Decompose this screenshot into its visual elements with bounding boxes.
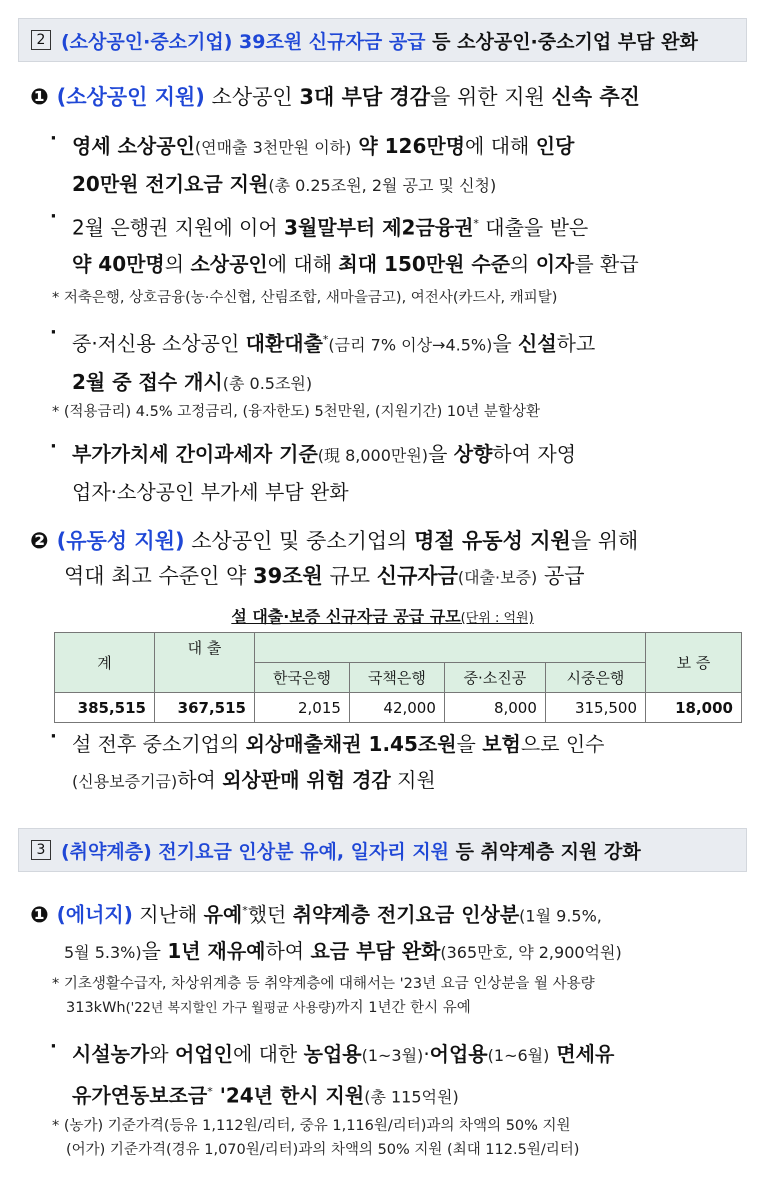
header-loan: 대 출: [155, 633, 255, 663]
bullet-dot: ·: [50, 128, 57, 149]
funding-table: [54, 632, 742, 723]
bullet-dot: ·: [50, 1036, 57, 1057]
bullet-3: · 중·저신용 소상공인 대환대출*(금리 7% 이상→4.5%)을 신설하고 2월 중 접수 개시(총 0.5조원): [50, 322, 596, 394]
bullet-dot: ·: [50, 436, 57, 457]
bullet-6: · 시설농가와 어업인에 대한 농업용(1~3월)·어업용(1~6월) 면세유 유가연동보조금* '24년 한시 지원(총 115억원): [50, 1036, 615, 1108]
footnote-4: * (농가) 기준가격(등유 1,112원/리터, 중유 1,116원/리터)과의 차액의 50% 지원 (어가) 기준가격(경유 1,070원/리터)과의 차액의 50% 지원 (최대 112.5원/리터): [52, 1118, 580, 1158]
header-bok: 한국은행: [255, 663, 350, 693]
table-row: 385,515 367,515 2,015 42,000 8,000 315,500 18,000: [55, 693, 742, 723]
bullet-4: · 부가가치세 간이과세자 기준(現 8,000만원)을 상향하여 자영 업자·소상공인 부가세 부담 완화: [50, 436, 577, 504]
item-tag: (유동성 지원): [56, 529, 185, 553]
bullet-1: · 영세 소상공인(연매출 3천만원 이하) 약 126만명에 대해 인당 20만원 전기요금 지원(총 0.25조원, 2월 공고 및 신청): [50, 128, 575, 196]
section-title: (소상공인·중소기업) 39조원 신규자금 공급 등 소상공인·중소기업 부담 완화: [61, 30, 698, 53]
item-heading-1: ❶ (소상공인 지원) 소상공인 3대 부담 경감을 위한 지원 신속 추진: [30, 85, 640, 110]
item-heading-2: ❷ (유동성 지원) 소상공인 및 중소기업의 명절 유동성 지원을 위해 역대 최고 수준인 약 39조원 규모 신규자금(대출·보증) 공급: [30, 529, 639, 588]
item-tag: (소상공인 지원): [56, 85, 205, 109]
section-title: (취약계층) 전기요금 인상분 유예, 일자리 지원 등 취약계층 지원 강화: [61, 840, 641, 863]
bullet-dot: ·: [50, 322, 57, 343]
footnote-1: * 저축은행, 상호금융(농·수신협, 산림조합, 새마을금고), 여전사(카드사, 캐피탈): [52, 290, 558, 306]
bullet-2: · 2월 은행권 지원에 이어 3월말부터 제2금융권* 대출을 받은 약 40만명의 소상공인에 대해 최대 150만원 수준의 이자를 환급: [50, 206, 639, 276]
header-total: 계: [55, 633, 155, 693]
section-number: 2: [31, 30, 51, 50]
bullet-dot: ·: [50, 726, 57, 747]
table-title: 설 대출·보증 신규자금 공급 규모(단위 : 억원): [231, 607, 534, 626]
header-guarantee: 보 증: [646, 633, 742, 693]
footnote-3: * 기초생활수급자, 차상위계층 등 취약계층에 대해서는 '23년 요금 인상분을 월 사용량 313kWh('22년 복지할인 가구 월평균 사용량)까지 1년간 한시 유예: [52, 976, 595, 1016]
footnote-2: * (적용금리) 4.5% 고정금리, (융자한도) 5천만원, (지원기간) 10년 분할상환: [52, 404, 540, 420]
item-heading-3: ❶ (에너지) 지난해 유예*했던 취약계층 전기요금 인상분(1월 9.5%, 5월 5.3%)을 1년 재유예하여 요금 부담 완화(365만호, 약 2,900억원): [30, 902, 622, 963]
section-header-2: [18, 18, 747, 62]
bullet-5: · 설 전후 중소기업의 외상매출채권 1.45조원을 보험으로 인수 (신용보증기금)하여 외상판매 위험 경감 지원: [50, 726, 605, 792]
bullet-dot: ·: [50, 206, 57, 227]
section-number: 3: [31, 840, 51, 860]
header-commercial: 시중은행: [545, 663, 645, 693]
item-tag: (에너지): [56, 902, 133, 927]
section-header-3: [18, 828, 747, 872]
header-policy: 국책은행: [349, 663, 444, 693]
header-sme: 중·소진공: [444, 663, 545, 693]
